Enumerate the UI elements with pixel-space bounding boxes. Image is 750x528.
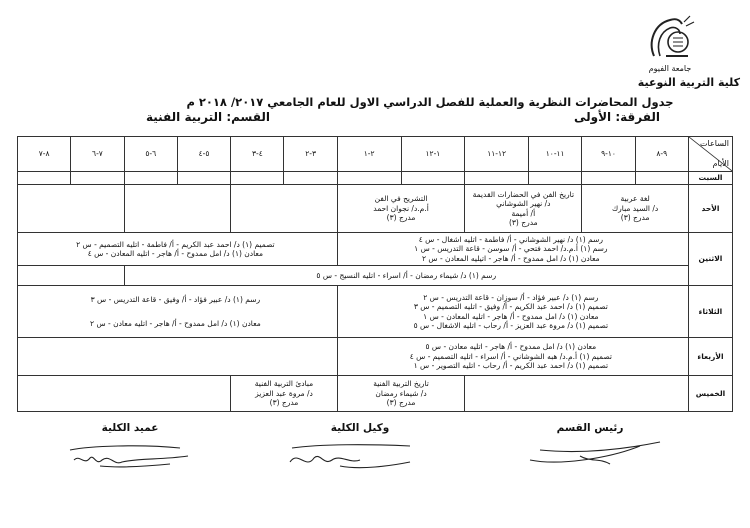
- corner-hours-label: الساعات: [700, 139, 729, 148]
- department-head-label: رئيس القسم: [556, 422, 624, 434]
- sunday-row: [18, 185, 733, 233]
- dean-label: عميد الكلية: [101, 422, 159, 434]
- vice-dean-label: وكيل الكلية: [330, 422, 390, 434]
- hour-cell: ١٢-١١: [465, 137, 529, 172]
- monday-row-1: [18, 233, 733, 266]
- monday-block-right: رسم (١) د/ نهير الشوشاني - أ/ فاطمة - اتليه اشغال - س ٤ رسم (١) أ.م.د/ احمد فتحي - أ/ سوسن - قاعة التدريس - س ١ معادن (١) د/ امل ممدوح - أ/ هاجر - اتيليه المعادن - س ٢: [337, 233, 688, 266]
- hour-cell: ٨-٧: [18, 137, 71, 172]
- vice-dean-signature: [280, 436, 420, 476]
- college-name: كلية التربية النوعية: [637, 76, 740, 89]
- hour-cell: ١-١٢: [401, 137, 465, 172]
- lecture-principles: مبادئ التربية الفنية د/ مروة عبد العزيز مدرج (٣): [231, 376, 338, 412]
- corner-days-label: الأيام: [712, 159, 729, 168]
- hour-cell: ٩-٨: [635, 137, 688, 172]
- grade-label: الفرقة: الأولى: [574, 110, 660, 124]
- hour-cell: ٢-١: [337, 137, 401, 172]
- hour-cell: ٥-٤: [177, 137, 230, 172]
- hour-cell: ٧-٦: [71, 137, 124, 172]
- monday-drawing-session: رسم (١) د/ شيماء رمضان - أ/ اسراء - اتليه النسيج - س ٥: [124, 266, 688, 286]
- day-thursday: الخميس: [688, 376, 732, 412]
- wednesday-row: [18, 338, 733, 376]
- hour-cell: ١٠-٩: [582, 137, 635, 172]
- monday-row-2: [18, 266, 733, 286]
- day-tuesday: الثلاثاء: [688, 286, 732, 338]
- tuesday-block-left: رسم (١) د/ عبير فؤاد - أ/ وفيق - قاعة التدريس - س ٣ معادن (١) د/ امل ممدوح - أ/ هاجر - اتليه معادن - س ٢: [18, 286, 338, 338]
- hour-cell: ٦-٥: [124, 137, 177, 172]
- lecture-art-history: تاريخ الفن في الحضارات القديمة د/ نهير الشوشاني أ/ أميمة مدرج (٣): [465, 185, 582, 233]
- day-monday: الاثنين: [688, 233, 732, 286]
- department-label: القسم: التربية الفنية: [145, 110, 270, 124]
- university-logo: [640, 12, 698, 72]
- schedule-table: [17, 136, 733, 412]
- hour-cell: ١١-١٠: [529, 137, 582, 172]
- thursday-row: [18, 376, 733, 412]
- page-title: جدول المحاضرات النظرية والعملية للفصل الدراسي الاول للعام الجامعي ٢٠١٧/ ٢٠١٨ م: [186, 95, 674, 109]
- university-name: جامعة الفيوم: [648, 64, 692, 73]
- lecture-art-ed-history: تاريخ التربية الفنية د/ شيماء رمضان مدرج (٣): [337, 376, 465, 412]
- day-wednesday: الأربعاء: [688, 338, 732, 376]
- saturday-row: [18, 172, 733, 185]
- department-head-signature: [520, 436, 670, 476]
- lecture-arabic: لغة عربية د/ السيد مبارك مدرج (٣): [582, 185, 689, 233]
- hour-cell: ٤-٣: [231, 137, 284, 172]
- corner-cell: [688, 137, 732, 172]
- monday-block-left: تصميم (١) د/ احمد عبد الكريم - أ/ فاطمة - اتليه التصميم - س ٢ معادن (١) د/ امل ممدوح - أ/ هاجر - اتليه المعادن - س ٤: [18, 233, 338, 266]
- tuesday-row: [18, 286, 733, 338]
- dean-signature: [60, 436, 200, 476]
- day-saturday: السبت: [688, 172, 732, 185]
- hours-header-row: [18, 137, 733, 172]
- wednesday-block: معادن (١) د/ امل ممدوح - أ/ هاجر - اتليه معادن - س ٥ تصميم (١) أ.م.د/ هبه الشوشاني - أ/ اسراء - اتليه التصميم - س ٤ تصميم (١) د/ احمد عبد الكريم - أ/ رحاب - اتليه التصوير - س ١: [337, 338, 688, 376]
- lecture-anatomy: التشريح في الفن أ.م.د/ نجوان احمد مدرج (٣): [337, 185, 465, 233]
- tuesday-block-right: رسم (١) د/ عبير فؤاد - أ/ سوزان - قاعة التدريس - س ٢ تصميم (١) د/ احمد عبد الكريم - أ/ وفيق - اتليه التصميم - س ٣ معادن (١) د/ امل ممدوح - أ/ هاجر - اتليه المعادن - س ١ تصميم (١) د/ مروة عبد العزيز - أ/ رحاب - اتليه الاشغال - س ٥: [337, 286, 688, 338]
- hour-cell: ٣-٢: [284, 137, 337, 172]
- day-sunday: الأحد: [688, 185, 732, 233]
